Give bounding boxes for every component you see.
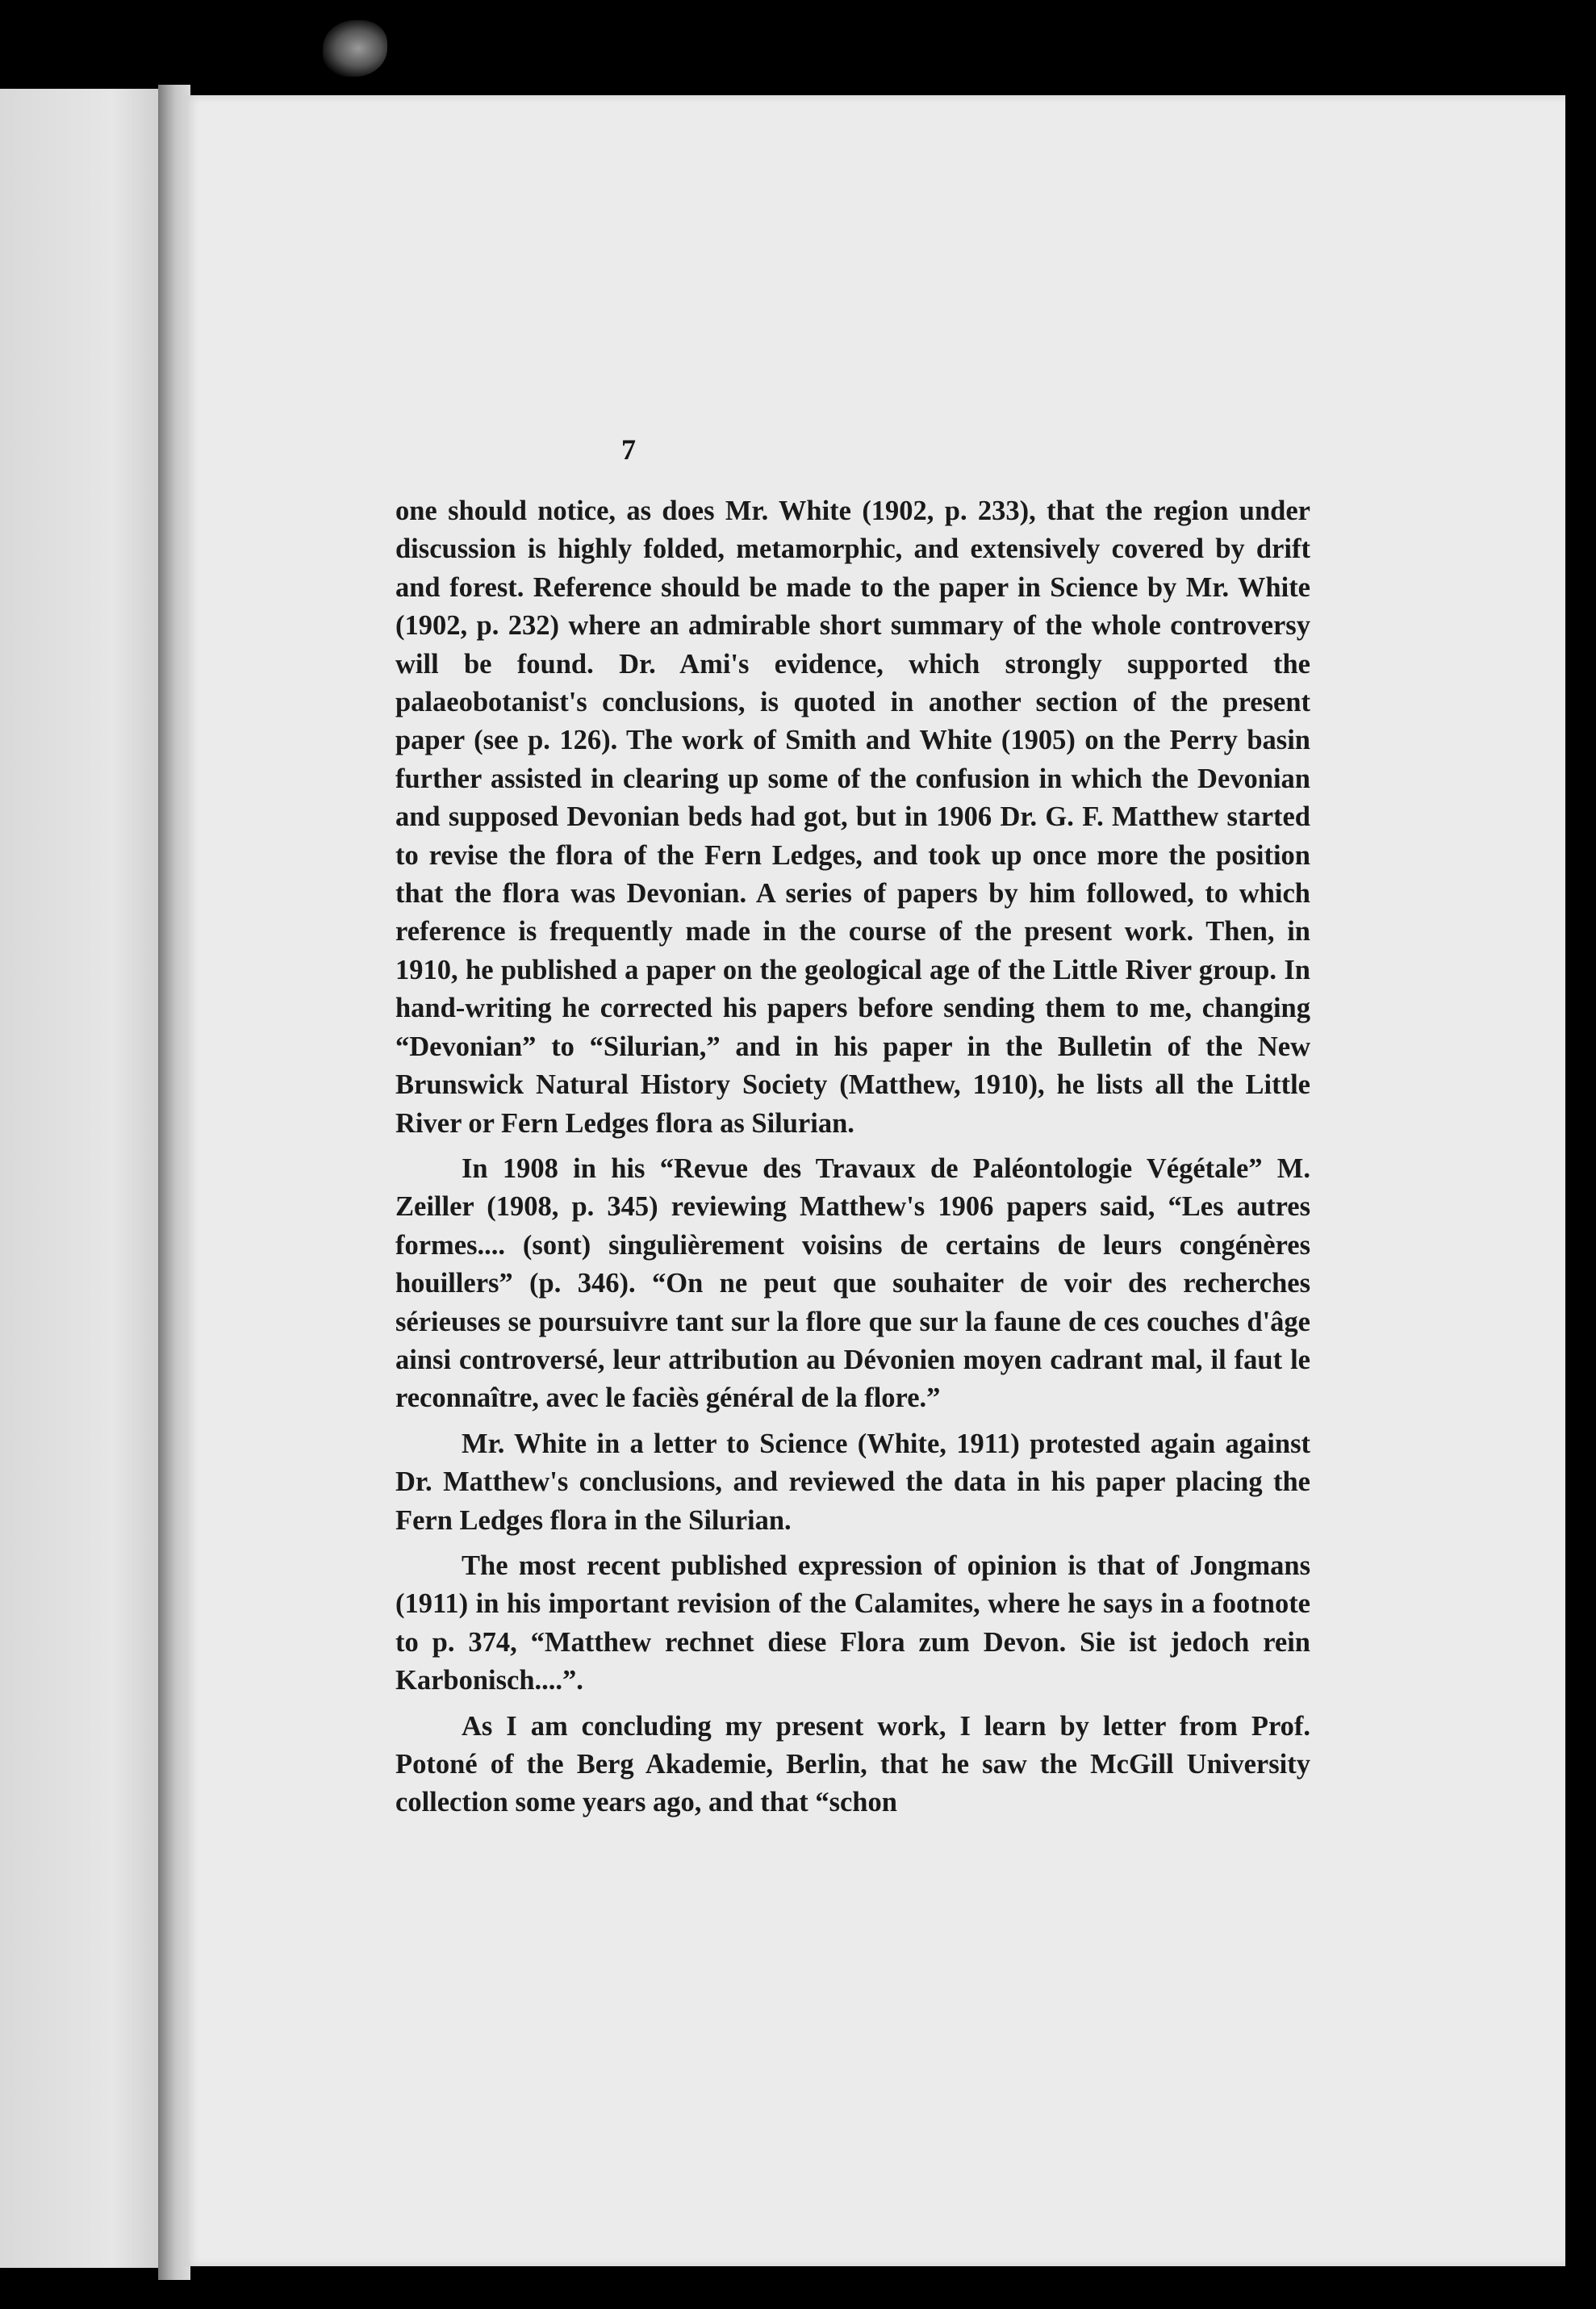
facing-page-edge <box>0 89 161 2268</box>
page-number: 7 <box>621 433 636 466</box>
scan-artifact <box>323 20 387 77</box>
paragraph: The most recent published expression of opinion is that of Jongmans (1911) in his important revision of the Calamites, where he says in a footnote to p. 374, “Matthew rechnet diese Flora zum Devon. Sie ist jedoch rein Karbonisch....”. <box>395 1550 1310 1696</box>
paragraph: Mr. White in a letter to Science (White, 1911) protested again against Dr. Matthew's conclusions, and reviewed the data in his paper placing the Fern Ledges flora in the Silurian. <box>395 1428 1310 1536</box>
paragraph: In 1908 in his “Revue des Travaux de Paléontologie Végétale” M. Zeiller (1908, p. 345) reviewing Matthew's 1906 papers said, “Les autres formes.... (sont) singulièrement voisins de certains de leurs congénères houillers” (p. 346). “On ne peut que souhaiter de voir des recherches sérieuses se poursuivre tant sur la flore que sur la faune de ces couches d'âge ainsi controversé, leur attribution au Dévonien moyen cadrant mal, il faut le reconnaître, avec le faciès général de la flore.” <box>395 1152 1310 1414</box>
paragraph: As I am concluding my present work, I learn by letter from Prof. Potoné of the Berg Akademie, Berlin, that he saw the McGill University collection some years ago, and that “schon <box>395 1710 1310 1818</box>
book-page <box>184 95 1565 2266</box>
paragraph: one should notice, as does Mr. White (1902, p. 233), that the region under discussion is highly folded, metamorphic, and extensively covered by drift and forest. Reference should be made to the paper in Science by Mr. White (1902, p. 232) where an admirable short summary of the whole controversy will be found. Dr. Ami's evidence, which strongly supported the palaeobotanist's conclusions, is quoted in another section of the present paper (see p. 126). The work of Smith and White (1905) on the Perry basin further assisted in clearing up some of the confusion in which the Devonian and supposed Devonian beds had got, but in 1906 Dr. G. F. Matthew started to revise the flora of the Fern Ledges, and took up once more the position that the flora was Devonian. A series of papers by him followed, to which reference is frequently made in the course of the present work. Then, in 1910, he published a paper on the geological age of the Little River group. In hand-writing he corrected his papers before sending them to me, changing “Devonian” to “Silurian,” and in his paper in the Bulletin of the New Brunswick Natural History Society (Matthew, 1910), he lists all the Little River or Fern Ledges flora as Silurian. <box>395 496 1310 1139</box>
body-text <box>395 492 1310 1830</box>
